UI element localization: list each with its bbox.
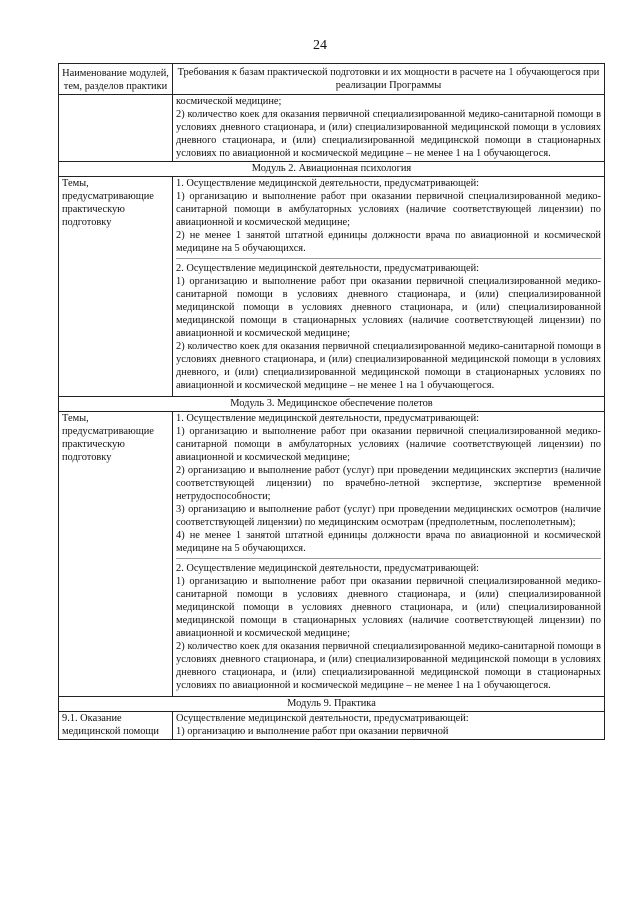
continuation-item: 2) количество коек для оказания первичной специализированной медико-санитарной помощи в условиях дневного стационара, и (или) специализированной медицинской помощи в условиях дневного стационара, и (или) специализированной медицинской помощи в стационарных условиях по авиационной и космической медицине – не менее 1 на 1 обучающегося. [176, 109, 601, 159]
block-item: 4) не менее 1 занятой штатной единицы должности врача по авиационной и космической медицине на 5 обучающихся. [176, 530, 601, 554]
module-3-title: Модуль 3. Медицинское обеспечение полетов [59, 397, 605, 412]
module-2-left-cell: Темы, предусматривающие практическую подготовку [59, 177, 173, 397]
module-9-left-cell: 9.1. Оказание медицинской помощи [59, 712, 173, 740]
module-9-heading-row [59, 697, 605, 712]
module-3-row [59, 412, 605, 697]
module-2-row [59, 177, 605, 397]
module-2-heading-row [59, 162, 605, 177]
block-item: 1) организацию и выполнение работ при оказании первичной специализированной медико-санитарной помощи в условиях дневного стационара, и (или) специализированной медицинской помощи в условиях дневного стационара, и (или) специализированной медицинской помощи в стационарных условиях (наличие соответствующей лицензии) по авиационной и космической медицине; [176, 576, 601, 639]
header-left-cell: Наименование модулей, тем, разделов практики [59, 64, 173, 95]
continuation-line: космической медицине; [176, 96, 282, 107]
block-item: 2) организацию и выполнение работ (услуг) при проведении медицинских экспертиз (наличие соответствующей лицензии) по врачебно-летной экспертизе, экспертизе временной нетрудоспособности; [176, 465, 601, 502]
block-item: 1) организацию и выполнение работ при оказании первичной специализированной медико-санитарной помощи в условиях дневного стационара, и (или) специализированной медицинской помощи в условиях дневного стационара, и (или) специализированной медицинской помощи в стационарных условиях (наличие соответствующей лицензии) по авиационной и космической медицине; [176, 276, 601, 339]
continuation-right-cell [173, 95, 605, 162]
module-3-block-2 [176, 558, 601, 695]
block-item: 1) организацию и выполнение работ при оказании первичной специализированной медико-санитарной помощи в амбулаторных условиях (наличие соответствующей лицензии) по авиационной и космической медицине; [176, 426, 601, 463]
module-9-row [59, 712, 605, 740]
module-2-title: Модуль 2. Авиационная психология [59, 162, 605, 177]
page-number: 24 [313, 38, 327, 53]
block-item: 2) не менее 1 занятой штатной единицы должности врача по авиационной и космической медицине на 5 обучающихся. [176, 230, 601, 254]
module-9-right-cell [173, 712, 605, 740]
block-heading: Осуществление медицинской деятельности, предусматривающей: [176, 713, 469, 724]
module-2-block-1 [176, 177, 601, 258]
block-item: 3) организацию и выполнение работ (услуг) при проведении медицинских осмотров (наличие соответствующей лицензии) по медицинским осмотрам (предполетным, послеполетным); [176, 504, 601, 528]
block-heading: 2. Осуществление медицинской деятельности, предусматривающей: [176, 563, 480, 574]
block-heading: 2. Осуществление медицинской деятельности, предусматривающей: [176, 263, 480, 274]
block-item: 1) организацию и выполнение работ при оказании первичной [176, 726, 449, 737]
block-heading: 1. Осуществление медицинской деятельности, предусматривающей: [176, 413, 480, 424]
module-2-block-2 [176, 258, 601, 395]
module-3-block-1 [176, 412, 601, 558]
block-item: 2) количество коек для оказания первичной специализированной медико-санитарной помощи в условиях дневного стационара, и (или) специализированной медицинской помощи в условиях дневного, и (или) специализированной медицинской помощи в стационарных условиях по авиационной и космической медицине – не менее 1 на 1 обучающегося. [176, 341, 601, 391]
requirements-table [58, 63, 605, 740]
module-2-right-cell [173, 177, 605, 397]
module-3-left-cell: Темы, предусматривающие практическую подготовку [59, 412, 173, 697]
header-right-cell: Требования к базам практической подготовки и их мощности в расчете на 1 обучающегося при реализации Программы [173, 64, 605, 95]
block-heading: 1. Осуществление медицинской деятельности, предусматривающей: [176, 178, 480, 189]
block-item: 2) количество коек для оказания первичной специализированной медико-санитарной помощи в условиях дневного стационара, и (или) специализированной медицинской помощи в условиях дневного стационара, и (или) специализированной медицинской помощи в стационарных условиях по авиационной и космической медицине – не менее 1 на 1 обучающегося. [176, 641, 601, 691]
continuation-left-cell [59, 95, 173, 162]
block-item: 1) организацию и выполнение работ при оказании первичной специализированной медико-санитарной помощи в амбулаторных условиях (наличие соответствующей лицензии) по авиационной и космической медицине; [176, 191, 601, 228]
table-header-row [59, 64, 605, 95]
module-3-right-cell [173, 412, 605, 697]
module-9-title: Модуль 9. Практика [59, 697, 605, 712]
continuation-row [59, 95, 605, 162]
module-3-heading-row [59, 397, 605, 412]
